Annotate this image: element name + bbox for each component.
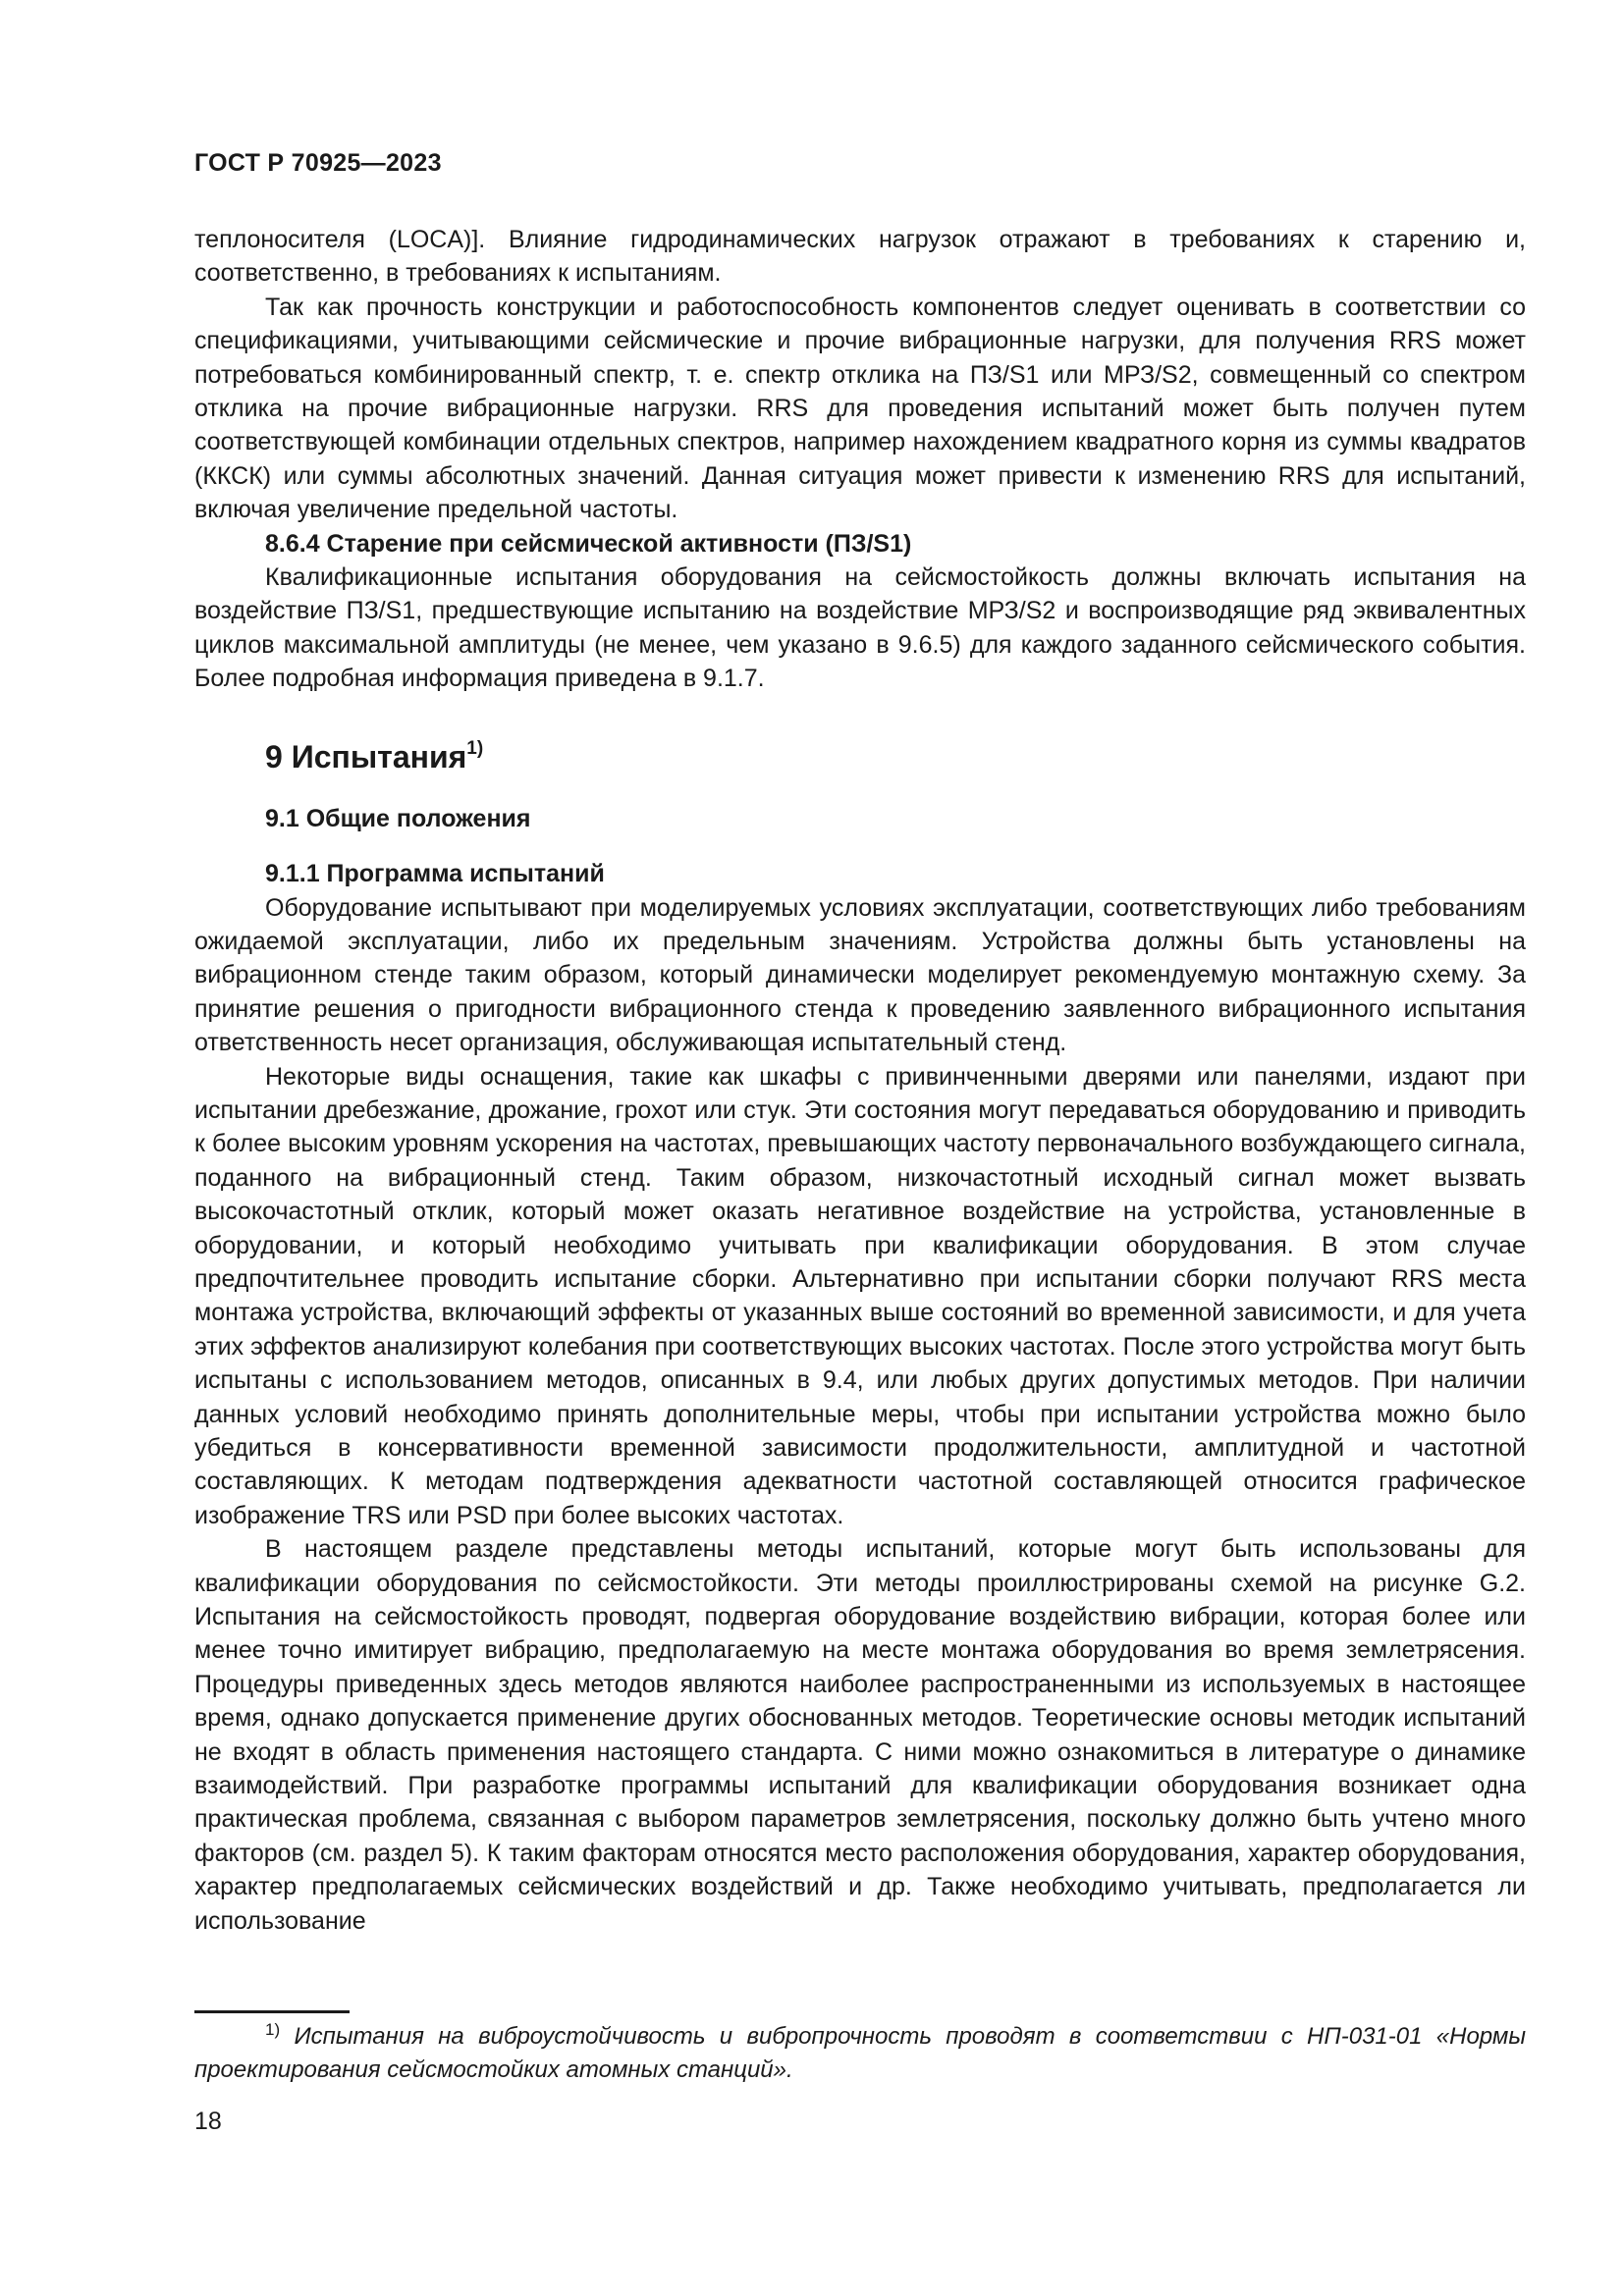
footnote-text: Испытания на виброустойчивость и вибропрочность проводят в соответствии с НП-031-01 «Нормы проектирования сейсмостойких атомных станций». — [194, 2023, 1526, 2083]
page-number: 18 — [194, 2108, 222, 2135]
paragraph-test-methods: В настоящем разделе представлены методы испытаний, которые могут быть использованы для квалификации оборудования по сейсмостойкости. Эти методы проиллюстрированы схемой на рисунке G.2. Испытания на сейсмостойкость проводят, подвергая оборудование воздействию вибрации, которая более или менее точно имитирует вибрацию, предполагаемую на месте монтажа оборудования во время землетрясения. Процедуры приведенных здесь методов являются наиболее распространенными из используемых в настоящее время, однако допускается применение других обоснованных методов. Теоретические основы методик испытаний не входят в область применения настоящего стандарта. С ними можно ознакомиться в литературе о динамике взаимодействий. При разработке программы испытаний для квалификации оборудования возникает одна практическая проблема, связанная с выбором параметров землетрясения, поскольку должно быть учтено много факторов (см. раздел 5). К таким факторам относятся место расположения оборудования, характер оборудования, характер предполагаемых сейсмических воздействий и др. Также необходимо учитывать, предполагается ли использование — [194, 1535, 1526, 1935]
footnote — [194, 2020, 1526, 2087]
heading-9-1: 9.1 Общие положения — [265, 804, 531, 832]
heading-9-1-1: 9.1.1 Программа испытаний — [265, 860, 605, 888]
heading-8-6-4: 8.6.4 Старение при сейсмической активности (ПЗ/S1) — [265, 529, 912, 558]
section-heading-9 — [194, 735, 1526, 778]
footnote-mark: 1) — [265, 2020, 281, 2039]
paragraph-aging-seismic: Квалификационные испытания оборудования на сейсмостойкость должны включать испытания на воздействие ПЗ/S1, предшествующие испытанию на воздействие МРЗ/S2 и воспроизводящие ряд эквивалентных циклов максимальной амплитуды (не менее, чем указано в 9.6.5) для каждого заданного сейсмического события. Более подробная информация приведена в 9.1.7. — [194, 563, 1526, 693]
paragraph-combined-spectrum: Так как прочность конструкции и работоспособность компонентов следует оценивать в соответствии со спецификациями, учитывающими сейсмические и прочие вибрационные нагрузки, для получения RRS может потребоваться комбинированный спектр, т. е. спектр отклика на ПЗ/S1 или МРЗ/S2, совмещенный со спектром отклика на прочие вибрационные нагрузки. RRS для проведения испытаний может быть получен путем соответствующей комбинации отдельных спектров, например нахождением квадратного корня из суммы квадратов (ККСК) или суммы абсолютных значений. Данная ситуация может привести к изменению RRS для испытаний, включая увеличение предельной частоты. — [194, 293, 1526, 524]
footnote-divider — [194, 2010, 350, 2013]
paragraph-continuation: теплоносителя (LOCA)]. Влияние гидродинамических нагрузок отражают в требованиях к старению и, соответственно, в требованиях к испытаниям. — [194, 226, 1526, 288]
document-header: ГОСТ Р 70925—2023 — [194, 149, 442, 177]
paragraph-test-program: Оборудование испытывают при моделируемых условиях эксплуатации, соответствующих либо требованиям ожидаемой эксплуатации, либо их предельным значениям. Устройства должны быть установлены на вибрационном стенде таким образом, который динамически моделирует рекомендуемую монтажную схему. За принятие решения о пригодности вибрационного стенда к проведению заявленного вибрационного испытания ответственность несет организация, обслуживающая испытательный стенд. — [194, 893, 1526, 1057]
main-content — [194, 223, 1526, 1938]
footnote-ref: 1) — [466, 737, 484, 759]
section-heading-9-text: 9 Испытания — [265, 738, 467, 774]
paragraph-rattling: Некоторые виды оснащения, такие как шкафы с привинченными дверями или панелями, издают при испытании дребезжание, дрожание, грохот или стук. Эти состояния могут передаваться оборудованию и приводить к более высоким уровням ускорения на частотах, превышающих частоту первоначального возбуждающего сигнала, поданного на вибрационный стенд. Таким образом, низкочастотный исходный сигнал может вызвать высокочастотный отклик, который может оказать негативное воздействие на устройства, установленные в оборудовании, и который необходимо учитывать при квалификации оборудования. В этом случае предпочтительнее проводить испытание сборки. Альтернативно при испытании сборки получают RRS места монтажа устройства, включающий эффекты от указанных выше состояний во временной зависимости, и для учета этих эффектов анализируют колебания при соответствующих высоких частотах. После этого устройства могут быть испытаны с использованием методов, описанных в 9.4, или любых других допустимых методов. При наличии данных условий необходимо принять дополнительные меры, чтобы при испытании устройства можно было убедиться в консервативности временной зависимости продолжительности, амплитудной и частотной составляющих. К методам подтверждения адекватности частотной составляющей относится графическое изображение TRS или PSD при более высоких частотах. — [194, 1062, 1526, 1529]
